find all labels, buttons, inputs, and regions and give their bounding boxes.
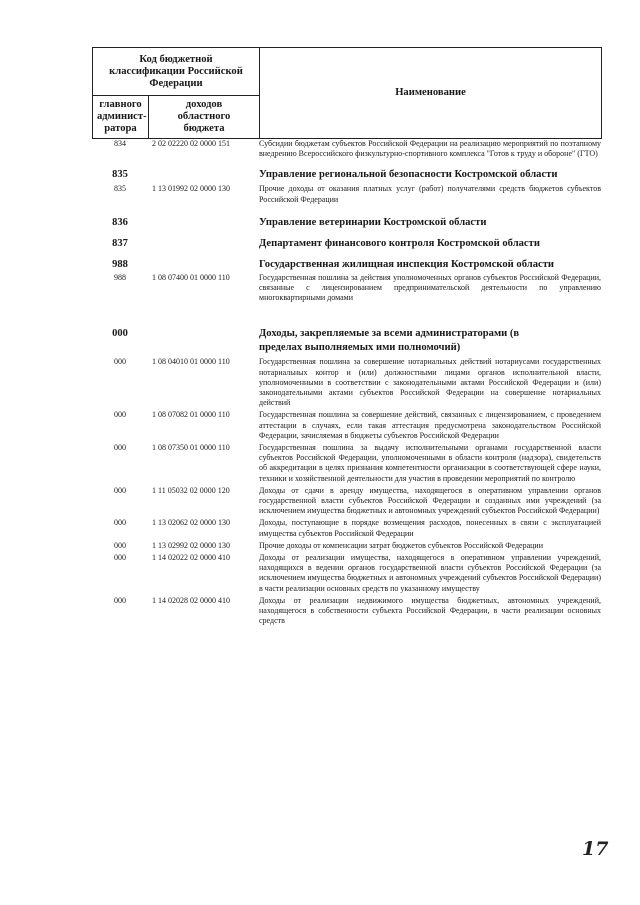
table-row <box>92 168 601 182</box>
admin-code: 000 <box>112 328 128 340</box>
column-name-header: Наименование <box>260 48 602 139</box>
table-row <box>92 486 601 517</box>
revenue-name: Субсидии бюджетам субъектов Российской Федерации на реализацию мероприятий по поэтапному внедрению Всероссийского физкультурно-спортивного комплекса "Готов к труду и обороне" (ГТО) <box>259 139 601 159</box>
revenue-code: 1 11 05032 02 0000 120 <box>152 485 230 495</box>
table-row <box>92 357 601 408</box>
admin-code: 835 <box>114 184 126 194</box>
admin-code: 836 <box>112 216 128 228</box>
admin-code: 988 <box>114 272 126 282</box>
code-block-title: Код бюджетной классификации Российской Федерации <box>93 48 260 96</box>
revenue-code: 1 08 07400 01 0000 110 <box>152 272 230 282</box>
admin-title: Департамент финансового контроля Костромской области <box>259 237 540 249</box>
revenue-code: 1 13 02062 02 0000 130 <box>152 518 230 528</box>
admin-code: 835 <box>112 169 128 181</box>
table-row <box>92 258 601 272</box>
revenue-name: Прочие доходы от компенсации затрат бюджетов субъектов Российской Федерации <box>259 540 543 550</box>
table-row <box>92 596 601 627</box>
revenue-code: 1 14 02022 02 0000 410 <box>152 553 230 563</box>
table-row <box>92 327 601 355</box>
admin-code: 000 <box>114 518 126 528</box>
admin-code: 000 <box>114 410 126 420</box>
revenue-name: Государственная пошлина за совершение действий, связанных с лицензированием, с проведением аттестации в случаях, если такая аттестация предусмотрена законодательством Российской Федерации, зачисляемая в бюджеты субъектов Российской Федерации <box>259 410 601 440</box>
admin-code: 000 <box>114 443 126 453</box>
revenue-code: 1 13 02992 02 0000 130 <box>152 540 230 550</box>
admin-code: 837 <box>112 237 128 249</box>
admin-title: Доходы, закрепляемые за всеми администраторами (в пределах выполняемых ими полномочий) <box>259 328 520 354</box>
revenue-name: Доходы от сдачи в аренду имущества, находящегося в оперативном управлении органов государственной власти субъектов Российской Федерации и созданных ими учреждений (за исключением имущества бюджетных и автономных учреждений субъектов Российской Федерации) <box>259 485 601 516</box>
table-row <box>92 237 601 251</box>
revenue-code: 1 14 02028 02 0000 410 <box>152 595 230 605</box>
admin-code: 988 <box>112 258 128 270</box>
revenue-name: Государственная пошлина за выдачу исполнительными органами государственной власти субъектов Российской Федерации, уполномоченными в области контроля (надзора), свидетельств об аккредитации в целях признания компетентности организации в соответствующей сфере науки, техники и хозяйственной деятельности для участия в проведении мероприятий по контролю <box>259 443 601 483</box>
column-revenue-header: доходов областного бюджета <box>149 96 260 139</box>
table-row <box>92 410 601 441</box>
table-row <box>92 541 601 551</box>
table-row <box>92 184 601 204</box>
admin-code: 000 <box>114 553 126 563</box>
column-admin-header: главного админист-ратора <box>93 96 149 139</box>
budget-classification-page <box>92 47 602 627</box>
table-row <box>92 216 601 230</box>
admin-title: Государственная жилищная инспекция Костромской области <box>259 258 555 270</box>
table-row <box>92 139 601 159</box>
admin-code: 000 <box>114 540 126 550</box>
admin-code: 834 <box>114 139 126 148</box>
admin-code: 000 <box>114 485 126 495</box>
revenue-name: Доходы, поступающие в порядке возмещения расходов, понесенных в связи с эксплуатацией имущества субъектов Российской Федерации <box>259 518 601 538</box>
revenue-code: 1 08 04010 01 0000 110 <box>152 357 230 367</box>
revenue-code: 1 13 01992 02 0000 130 <box>152 184 230 194</box>
table-row <box>92 273 601 304</box>
admin-title: Управление ветеринарии Костромской области <box>259 216 487 228</box>
table-row <box>92 518 601 538</box>
table-body <box>92 139 601 627</box>
admin-title: Управление региональной безопасности Костромской области <box>259 169 558 181</box>
revenue-code: 2 02 02220 02 0000 151 <box>152 139 230 148</box>
admin-code: 000 <box>114 595 126 605</box>
revenue-name: Доходы от реализации недвижимого имущества бюджетных, автономных учреждений, находящегося в собственности субъекта Российской Федерации, в части реализации основных средств <box>259 595 601 626</box>
table-row <box>92 553 601 594</box>
page-number: 17 <box>582 838 609 860</box>
revenue-name: Доходы от реализации имущества, находящегося в оперативном управлении учреждений, находящихся в ведении органов государственной власти субъектов Российской Федерации (за исключением имущества бюджетных и автономных учреждений субъектов Российской Федерации) в части реализации основных средств по указанному имуществу <box>259 553 601 593</box>
table-header <box>92 47 602 139</box>
revenue-name: Государственная пошлина за совершение нотариальных действий нотариусами государственных нотариальных контор и (или) должностными лицами органов исполнительной власти, уполномоченными в соответствии с законодательными актами Российской Федерации и (или) законодательными актами субъектов Российской Федерации на совершение нотариальных действий <box>259 357 601 408</box>
revenue-code: 1 08 07082 01 0000 110 <box>152 410 230 420</box>
table-row <box>92 443 601 484</box>
revenue-name: Государственная пошлина за действия уполномоченных органов субъектов Российской Федерации, связанные с лицензированием предпринимательской деятельности по управлению многоквартирными домами <box>259 272 601 303</box>
admin-code: 000 <box>114 357 126 367</box>
revenue-name: Прочие доходы от оказания платных услуг (работ) получателями средств бюджетов субъектов Российской Федерации <box>259 184 601 204</box>
revenue-code: 1 08 07350 01 0000 110 <box>152 443 230 453</box>
